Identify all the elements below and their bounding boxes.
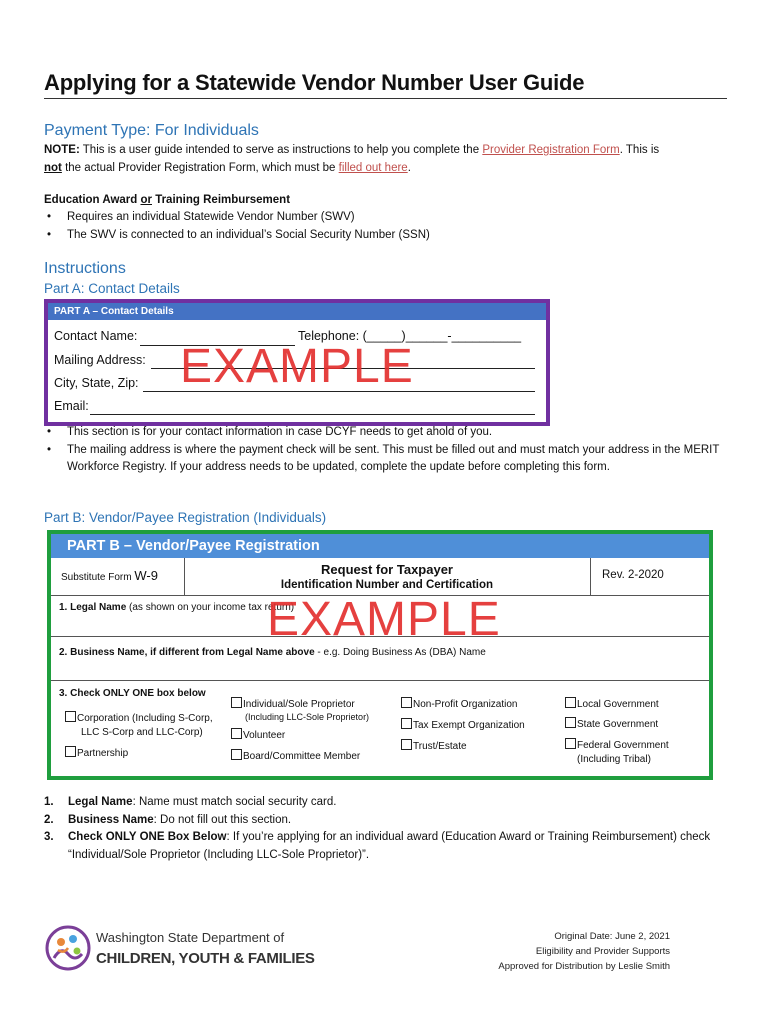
trust-option (401, 739, 467, 752)
note-not: not (44, 161, 62, 174)
filled-out-here-link[interactable]: filled out here (338, 161, 408, 174)
business-name-label: 2. Business Name, if different from Legal Name above (59, 647, 315, 658)
item-number: 3. (44, 831, 54, 843)
legal-name-text (59, 602, 294, 613)
business-name-hint: - e.g. Doing Business As (DBA) Name (314, 647, 486, 658)
part-b-form-header: PART B – Vendor/Payee Registration (51, 534, 709, 558)
partnership-option (65, 746, 128, 759)
part-b-instructions (44, 794, 734, 864)
item-label: Business Name (68, 813, 154, 826)
part-b-form-example (47, 530, 713, 780)
contact-name-label: Contact Name: (54, 329, 138, 343)
individual-label-2: (Including LLC-Sole Proprietor) (245, 712, 370, 722)
instructions-heading: Instructions (44, 260, 126, 277)
item-label: Legal Name (68, 796, 133, 808)
tax-exempt-label: Tax Exempt Organization (413, 720, 525, 731)
original-date: Original Date: June 2, 2021 (554, 931, 670, 942)
item-text: : If you’re applying for an individual award (Education Award or Training Reimbursement) check “Individual/Sole Proprietor (Including LLC-Sole Proprietor)”. (68, 831, 711, 861)
substitute-form-label: Substitute Form (61, 572, 132, 583)
local-gov-option (565, 697, 659, 710)
list-item (44, 812, 734, 830)
federal-gov-label: Federal Government (577, 740, 669, 751)
rev-cell (590, 558, 709, 596)
logo-line-1: Washington State Department of (96, 930, 285, 945)
email-line (90, 414, 535, 415)
education-heading (44, 192, 290, 210)
list-item: • Requires an individual Statewide Vendor Number (SWV) (44, 209, 734, 227)
local-gov-label: Local Government (577, 699, 659, 710)
nonprofit-option (401, 697, 518, 710)
example-watermark: EXAMPLE (267, 593, 501, 646)
item-label: Check ONLY ONE Box Below (68, 831, 227, 843)
volunteer-label: Volunteer (243, 730, 286, 741)
city-state-zip-label: City, State, Zip: (54, 376, 139, 390)
list-item: • The mailing address is where the payment check will be sent. This must be filled out and must match your address in the MERIT Workforce Registry. If your address needs to be updated, complete the update before completing this form. (44, 442, 734, 477)
request-subtitle: Identification Number and Certification (280, 579, 494, 591)
trust-checkbox (401, 739, 412, 750)
example-watermark: EXAMPLE (180, 340, 414, 393)
partnership-checkbox (65, 746, 76, 757)
federal-gov-checkbox (565, 738, 576, 749)
tax-exempt-option (401, 718, 525, 731)
dcyf-logo-icon (44, 924, 92, 972)
department-name: Eligibility and Provider Supports (535, 946, 670, 957)
payment-type-heading: Payment Type: For Individuals (44, 122, 259, 139)
state-gov-label: State Government (577, 719, 659, 730)
title-divider (44, 98, 727, 99)
education-bullets (44, 209, 734, 244)
individual-label: Individual/Sole Proprietor (243, 699, 355, 710)
w9-label: W-9 (134, 568, 158, 583)
corporation-option (65, 711, 213, 724)
trust-label: Trust/Estate (413, 741, 467, 752)
substitute-form-text (61, 568, 158, 583)
corporation-label: Corporation (Including S-Corp, (77, 713, 213, 724)
partnership-label: Partnership (77, 748, 129, 759)
education-heading-or: or (140, 194, 152, 206)
local-gov-checkbox (565, 697, 576, 708)
list-item: • The SWV is connected to an individual’s Social Security Number (SSN) (44, 227, 734, 245)
note-text-4: . (407, 161, 411, 174)
individual-checkbox (231, 697, 242, 708)
list-item: • This section is for your contact information in case DCYF needs to get ahold of you. (44, 424, 734, 442)
federal-gov-label-2: (Including Tribal) (577, 754, 651, 765)
note-text-3: the actual Provider Registration Form, which must be (61, 161, 339, 174)
email-label: Email: (54, 399, 89, 413)
tax-exempt-checkbox (401, 718, 412, 729)
telephone-label: Telephone: (_____)______-__________ (298, 329, 522, 343)
note-paragraph (44, 142, 734, 177)
business-name-text (59, 647, 486, 658)
note-label: NOTE: (44, 144, 80, 156)
volunteer-checkbox (231, 728, 242, 739)
item-number: 1. (44, 796, 54, 808)
legal-name-hint: (as shown on your income tax return) (126, 602, 295, 613)
list-item (44, 829, 734, 864)
request-title-cell (184, 558, 591, 596)
state-gov-option (565, 717, 658, 730)
provider-registration-form-link[interactable]: Provider Registration Form (482, 144, 620, 156)
note-text-2: . This is (619, 144, 660, 156)
part-b-heading: Part B: Vendor/Payee Registration (Individuals) (44, 510, 327, 525)
check-one-label: 3. Check ONLY ONE box below (59, 688, 206, 699)
legal-name-label: 1. Legal Name (59, 602, 127, 613)
state-gov-checkbox (565, 717, 576, 728)
part-a-form-header: PART A – Contact Details (48, 303, 546, 320)
note-text-1: This is a user guide intended to serve as instructions to help you complete the (79, 144, 483, 156)
nonprofit-checkbox (401, 697, 412, 708)
part-a-heading: Part A: Contact Details (44, 281, 180, 296)
education-heading-part2: Training Reimbursement (152, 194, 291, 206)
page-title: Applying for a Statewide Vendor Number User Guide (44, 70, 585, 95)
item-number: 2. (44, 813, 54, 826)
board-checkbox (231, 749, 242, 760)
part-a-form-example (44, 299, 550, 426)
approved-by: Approved for Distribution by Leslie Smith (498, 961, 670, 972)
federal-gov-option (565, 738, 669, 751)
mailing-address-label: Mailing Address: (54, 353, 146, 367)
board-option (231, 749, 360, 762)
nonprofit-label: Non-Profit Organization (413, 699, 518, 710)
item-text: : Name must match social security card. (132, 796, 337, 808)
board-label: Board/Committee Member (243, 751, 361, 762)
substitute-form-cell (51, 558, 185, 596)
list-item (44, 794, 734, 812)
individual-option (231, 697, 355, 710)
request-title: Request for Taxpayer (321, 562, 453, 577)
volunteer-option (231, 728, 285, 741)
part-a-bullets (44, 424, 734, 477)
item-text: : Do not fill out this section. (153, 813, 292, 826)
logo-line-2: CHILDREN, YOUTH & FAMILIES (96, 950, 315, 967)
corporation-label-2: LLC S-Corp and LLC-Corp) (81, 727, 203, 738)
corporation-checkbox (65, 711, 76, 722)
footer-meta (420, 929, 670, 974)
education-heading-part1: Education Award (44, 194, 141, 206)
rev-label: Rev. 2-2020 (602, 569, 664, 581)
